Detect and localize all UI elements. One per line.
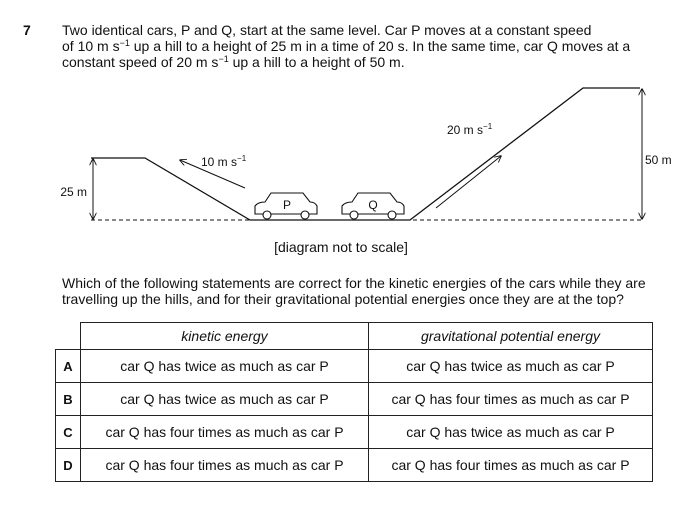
car-q-label: Q <box>368 198 378 212</box>
table-row[interactable] <box>56 383 653 416</box>
option-ke: car Q has four times as much as car P <box>81 449 369 482</box>
car-p <box>255 193 317 219</box>
option-gpe: car Q has four times as much as car P <box>369 383 653 416</box>
height-label-right: 50 m <box>645 153 672 167</box>
header-kinetic-energy: kinetic energy <box>81 323 369 350</box>
speed-label-p: 10 m $s^{-1}$ <box>201 154 247 169</box>
question-prompt: Which of the following statements are correct for the kinetic energies of the cars while they are travelling up the hills, and for their gravitational potential energies once they are at the top? <box>62 275 646 307</box>
option-ke: car Q has twice as much as car P <box>81 383 369 416</box>
diagram-caption: [diagram not to scale] <box>274 239 408 255</box>
table-row[interactable] <box>56 416 653 449</box>
header-blank-cell <box>56 323 81 350</box>
question-stem <box>62 22 672 70</box>
answer-table <box>55 322 653 482</box>
option-gpe: car Q has twice as much as car P <box>369 350 653 383</box>
table-header-row <box>56 323 653 350</box>
option-ke: car Q has four times as much as car P <box>81 416 369 449</box>
option-ke: car Q has twice as much as car P <box>81 350 369 383</box>
car-p-label: P <box>282 198 292 212</box>
stem-line-1: Two identical cars, P and Q, start at the same level. Car P moves at a constant speed <box>62 22 592 38</box>
speed-label-q: 20 m $s^{-1}$ <box>447 122 493 137</box>
option-letter: D <box>56 449 81 482</box>
option-letter: C <box>56 416 81 449</box>
option-gpe: car Q has twice as much as car P <box>369 416 653 449</box>
question-number: 7 <box>23 22 31 38</box>
option-letter: B <box>56 383 81 416</box>
option-gpe: car Q has four times as much as car P <box>369 449 653 482</box>
hills-diagram <box>55 78 682 238</box>
header-gpe: gravitational potential energy <box>369 323 653 350</box>
table-row[interactable] <box>56 350 653 383</box>
height-label-left: 25 m <box>60 185 87 199</box>
speed-arrow-q <box>436 156 501 208</box>
option-letter: A <box>56 350 81 383</box>
car-q <box>342 193 404 219</box>
stem-line-2: of 10 m $s^{-1}$ up a hill to a height of 25 m in a time of 20 s. In the same time, car Q moves at a <box>62 38 631 54</box>
table-row[interactable] <box>56 449 653 482</box>
stem-line-3: constant speed of 20 m $s^{-1}$ up a hill to a height of 50 m. <box>62 54 405 70</box>
